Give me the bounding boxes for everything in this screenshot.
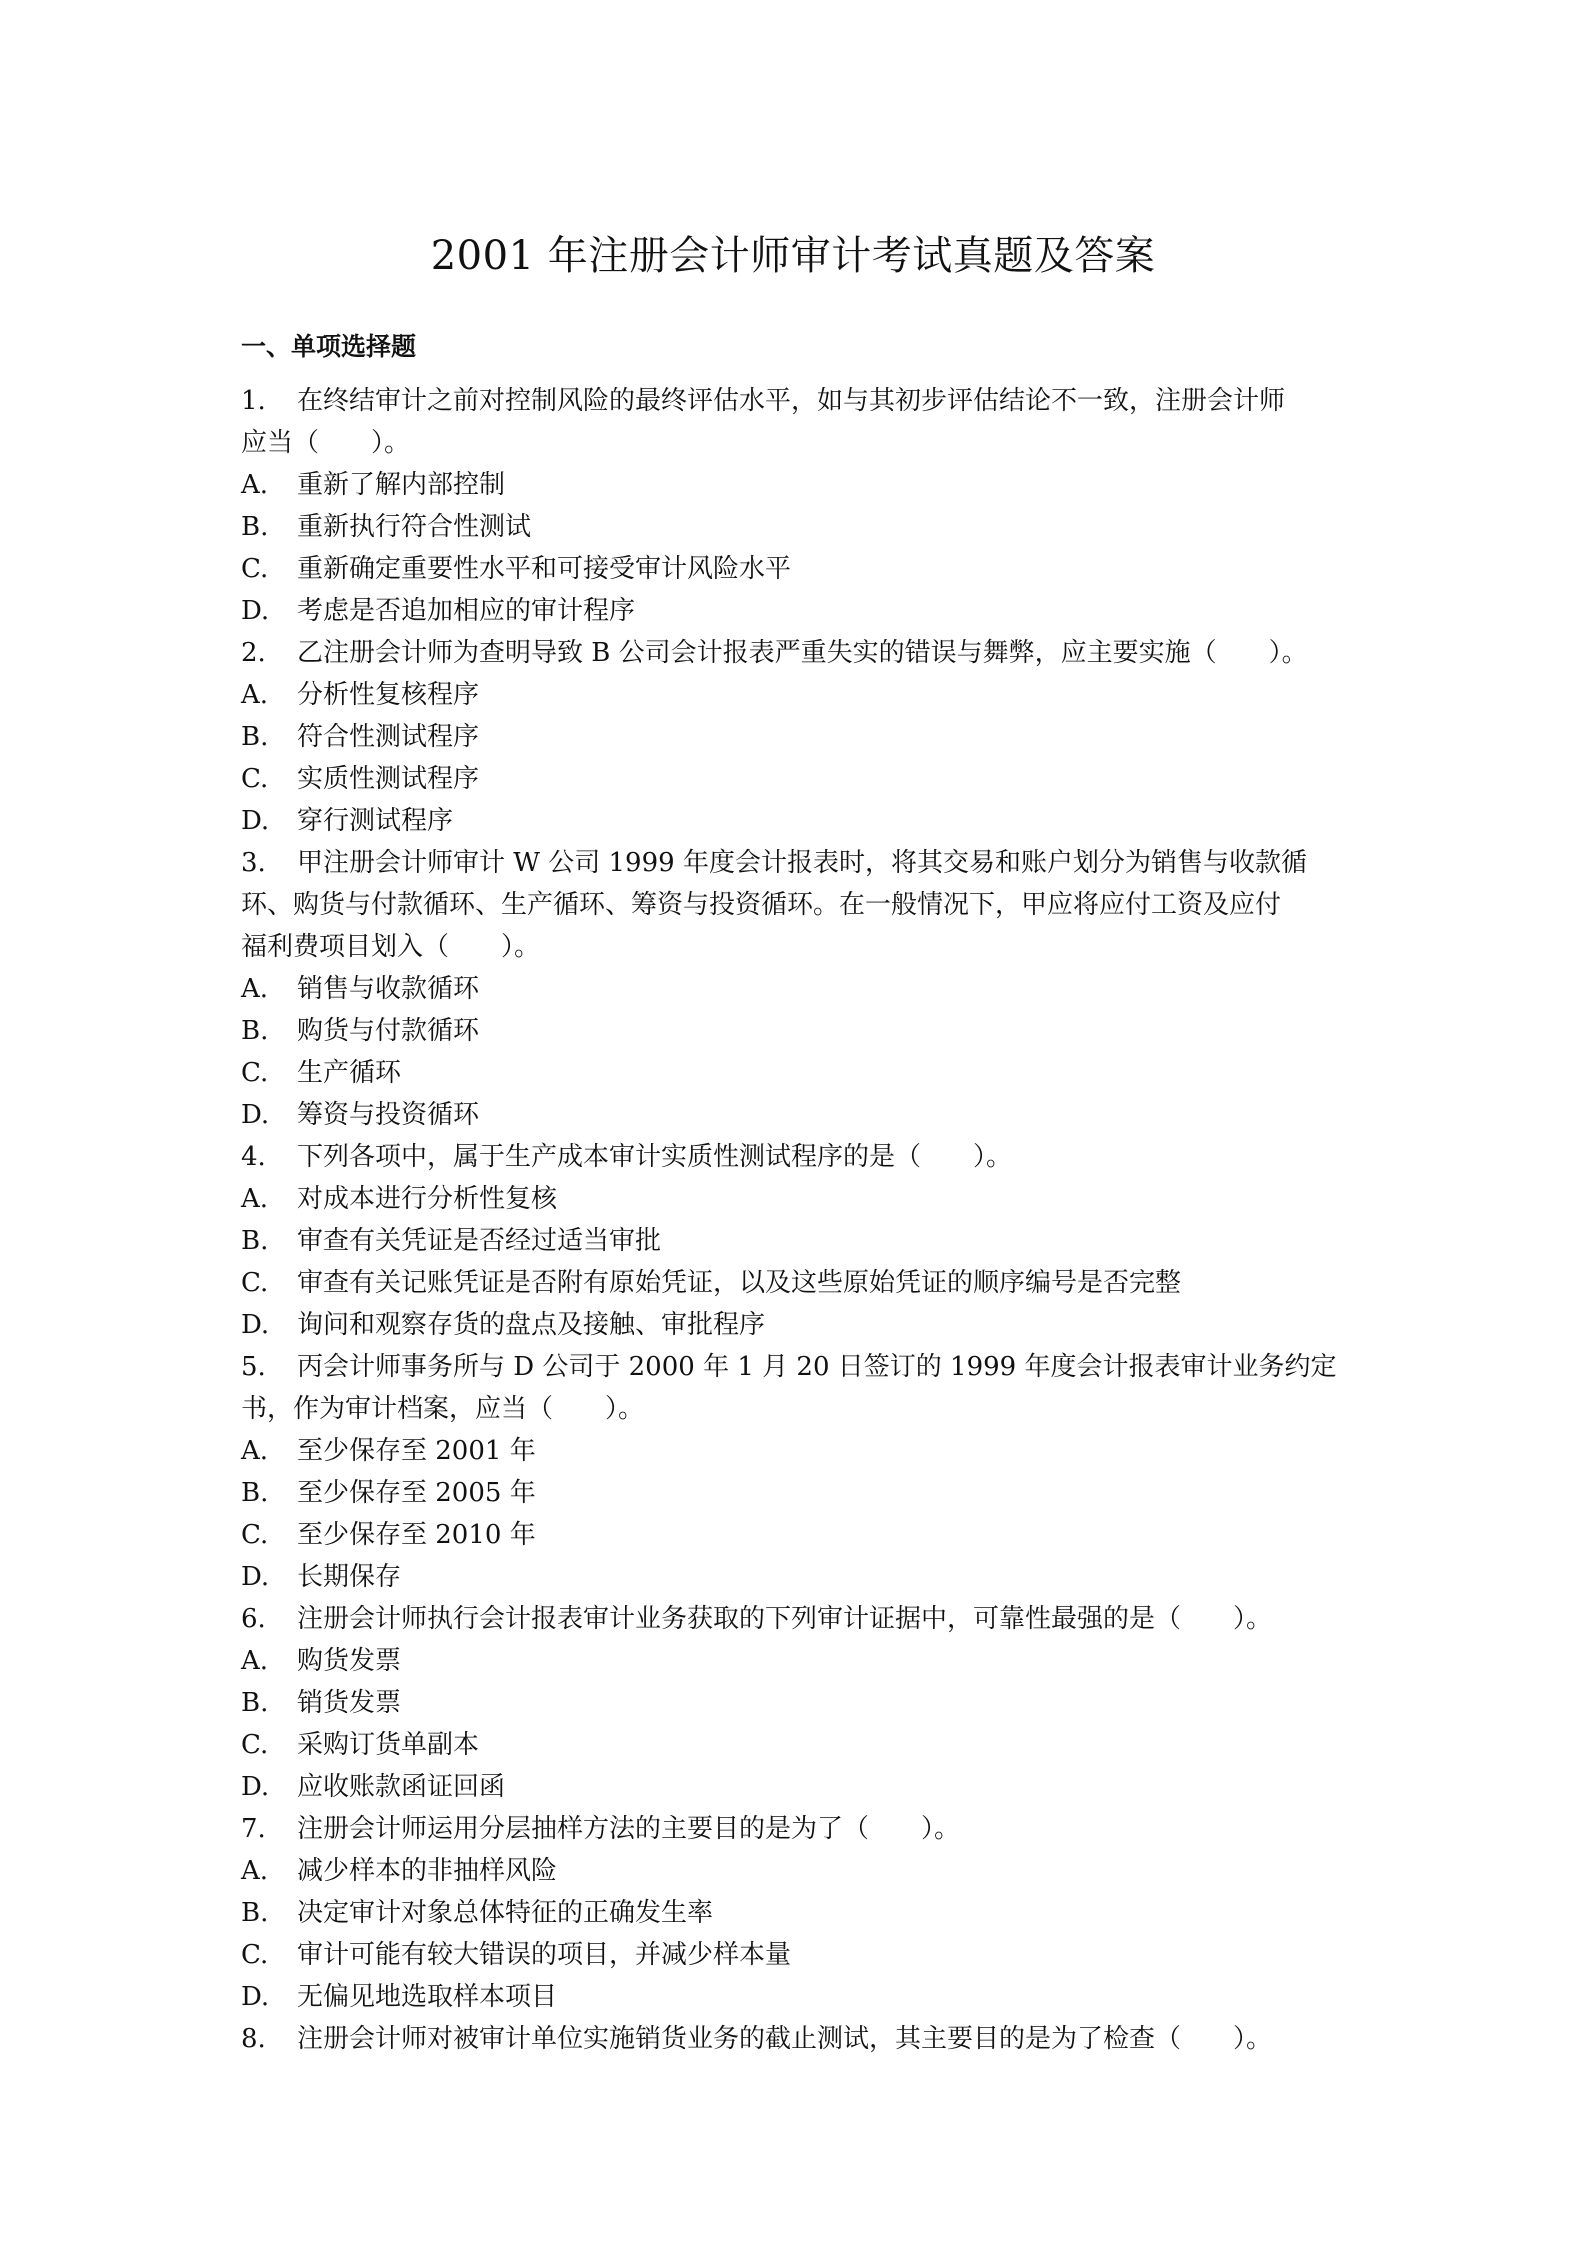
option-letter: A. <box>241 680 269 710</box>
option-letter: B. <box>241 1688 269 1718</box>
answer-option <box>241 1262 1361 1304</box>
question-text: 在终结审计之前对控制风险的最终评估水平，如与其初步评估结论不一致，注册会计师 <box>297 386 1286 416</box>
question-number: 5. <box>241 1352 266 1382</box>
option-text: 重新了解内部控制 <box>297 470 506 500</box>
question-number: 4. <box>241 1142 266 1172</box>
answer-option <box>241 1052 1361 1094</box>
answer-option <box>241 1556 1361 1598</box>
answer-option <box>241 716 1361 758</box>
option-letter: D. <box>241 1562 270 1592</box>
option-letter: C. <box>241 554 269 584</box>
option-letter: A. <box>241 1856 269 1886</box>
answer-option <box>241 548 1361 590</box>
question-text: 乙注册会计师为查明导致 B 公司会计报表严重失实的错误与舞弊，应主要实施（ ）。 <box>297 638 1308 668</box>
question-text: 甲注册会计师审计 W 公司 1999 年度会计报表时，将其交易和账户划分为销售与收款循 <box>297 848 1307 878</box>
answer-option <box>241 800 1361 842</box>
option-text: 重新确定重要性水平和可接受审计风险水平 <box>297 554 792 584</box>
answer-option <box>241 1220 1361 1262</box>
question-number: 1. <box>241 386 266 416</box>
option-text: 采购订货单副本 <box>297 1730 480 1760</box>
section-heading: 一、单项选择题 <box>241 332 417 361</box>
answer-option <box>241 1514 1361 1556</box>
option-text: 生产循环 <box>297 1058 402 1088</box>
question-text-line <box>241 884 1361 926</box>
option-letter: A. <box>241 1184 269 1214</box>
answer-option <box>241 1304 1361 1346</box>
option-text: 重新执行符合性测试 <box>297 512 532 542</box>
option-text: 询问和观察存货的盘点及接触、审批程序 <box>297 1310 766 1340</box>
option-text: 至少保存至 2010 年 <box>297 1520 536 1550</box>
option-text: 穿行测试程序 <box>297 806 454 836</box>
question-text-line <box>241 1346 1361 1388</box>
option-letter: B. <box>241 1478 269 1508</box>
question-text: 环、购货与付款循环、生产循环、筹资与投资循环。在一般情况下，甲应将应付工资及应付 <box>241 890 1282 920</box>
answer-option <box>241 464 1361 506</box>
option-letter: D. <box>241 1100 270 1130</box>
option-text: 符合性测试程序 <box>297 722 480 752</box>
option-letter: A. <box>241 974 269 1004</box>
option-letter: B. <box>241 722 269 752</box>
option-text: 考虑是否追加相应的审计程序 <box>297 596 636 626</box>
option-text: 长期保存 <box>297 1562 402 1592</box>
option-text: 审查有关记账凭证是否附有原始凭证，以及这些原始凭证的顺序编号是否完整 <box>297 1268 1182 1298</box>
answer-option <box>241 1850 1361 1892</box>
option-letter: C. <box>241 1940 269 1970</box>
answer-option <box>241 590 1361 632</box>
option-text: 至少保存至 2001 年 <box>297 1436 536 1466</box>
question-text-line <box>241 380 1361 422</box>
question-item <box>241 842 1361 1136</box>
question-item <box>241 1136 1361 1346</box>
option-text: 实质性测试程序 <box>297 764 480 794</box>
option-text: 应收账款函证回函 <box>297 1772 506 1802</box>
question-number: 7. <box>241 1814 266 1844</box>
option-text: 分析性复核程序 <box>297 680 480 710</box>
question-item <box>241 2018 1361 2060</box>
option-text: 无偏见地选取样本项目 <box>297 1982 558 2012</box>
question-text: 注册会计师执行会计报表审计业务获取的下列审计证据中，可靠性最强的是（ ）。 <box>297 1604 1273 1634</box>
answer-option <box>241 968 1361 1010</box>
option-letter: B. <box>241 512 269 542</box>
option-letter: B. <box>241 1226 269 1256</box>
answer-option <box>241 1010 1361 1052</box>
question-text: 下列各项中，属于生产成本审计实质性测试程序的是（ ）。 <box>297 1142 1013 1172</box>
question-number: 6. <box>241 1604 266 1634</box>
question-text: 福利费项目划入（ ）。 <box>241 932 541 962</box>
option-letter: C. <box>241 1268 269 1298</box>
question-text-line <box>241 1808 1361 1850</box>
option-letter: B. <box>241 1898 269 1928</box>
question-text-line <box>241 1598 1361 1640</box>
option-text: 减少样本的非抽样风险 <box>297 1856 558 1886</box>
question-item <box>241 1808 1361 2018</box>
document-title: 2001 年注册会计师审计考试真题及答案 <box>430 233 1156 279</box>
question-item <box>241 380 1361 632</box>
option-letter: A. <box>241 1646 269 1676</box>
option-letter: B. <box>241 1016 269 1046</box>
question-text: 丙会计师事务所与 D 公司于 2000 年 1 月 20 日签订的 1999 年度会计报表审计业务约定 <box>297 1352 1337 1382</box>
question-text-line <box>241 632 1361 674</box>
option-text: 销货发票 <box>297 1688 402 1718</box>
answer-option <box>241 1472 1361 1514</box>
answer-option <box>241 758 1361 800</box>
question-number: 2. <box>241 638 266 668</box>
question-item <box>241 1346 1361 1598</box>
option-letter: C. <box>241 1520 269 1550</box>
answer-option <box>241 1640 1361 1682</box>
answer-option <box>241 1094 1361 1136</box>
option-letter: C. <box>241 1730 269 1760</box>
answer-option <box>241 1766 1361 1808</box>
question-list <box>241 380 1361 2060</box>
option-letter: D. <box>241 1982 270 2012</box>
option-text: 审计可能有较大错误的项目，并减少样本量 <box>297 1940 792 1970</box>
question-item <box>241 632 1361 842</box>
question-item <box>241 1598 1361 1808</box>
option-letter: D. <box>241 806 270 836</box>
answer-option <box>241 1724 1361 1766</box>
option-text: 筹资与投资循环 <box>297 1100 480 1130</box>
answer-option <box>241 1178 1361 1220</box>
option-letter: D. <box>241 596 270 626</box>
option-text: 购货发票 <box>297 1646 402 1676</box>
option-text: 销售与收款循环 <box>297 974 480 1004</box>
question-text-line <box>241 842 1361 884</box>
answer-option <box>241 1430 1361 1472</box>
question-text-line <box>241 1136 1361 1178</box>
question-text: 注册会计师运用分层抽样方法的主要目的是为了（ ）。 <box>297 1814 961 1844</box>
option-letter: C. <box>241 764 269 794</box>
answer-option <box>241 1934 1361 1976</box>
option-text: 审查有关凭证是否经过适当审批 <box>297 1226 662 1256</box>
option-text: 购货与付款循环 <box>297 1016 480 1046</box>
option-text: 至少保存至 2005 年 <box>297 1478 536 1508</box>
answer-option <box>241 1682 1361 1724</box>
option-text: 决定审计对象总体特征的正确发生率 <box>297 1898 714 1928</box>
question-text-line <box>241 926 1361 968</box>
option-letter: D. <box>241 1310 270 1340</box>
option-text: 对成本进行分析性复核 <box>297 1184 558 1214</box>
answer-option <box>241 1976 1361 2018</box>
question-number: 3. <box>241 848 266 878</box>
answer-option <box>241 674 1361 716</box>
question-text-line <box>241 1388 1361 1430</box>
answer-option <box>241 1892 1361 1934</box>
question-text: 注册会计师对被审计单位实施销货业务的截止测试，其主要目的是为了检查（ ）。 <box>297 2024 1273 2054</box>
option-letter: A. <box>241 1436 269 1466</box>
question-text: 书，作为审计档案，应当（ ）。 <box>241 1394 645 1424</box>
question-number: 8. <box>241 2024 266 2054</box>
answer-option <box>241 506 1361 548</box>
question-text-line <box>241 422 1361 464</box>
option-letter: A. <box>241 470 269 500</box>
question-text: 应当（ ）。 <box>241 428 411 458</box>
option-letter: D. <box>241 1772 270 1802</box>
option-letter: C. <box>241 1058 269 1088</box>
question-text-line <box>241 2018 1361 2060</box>
